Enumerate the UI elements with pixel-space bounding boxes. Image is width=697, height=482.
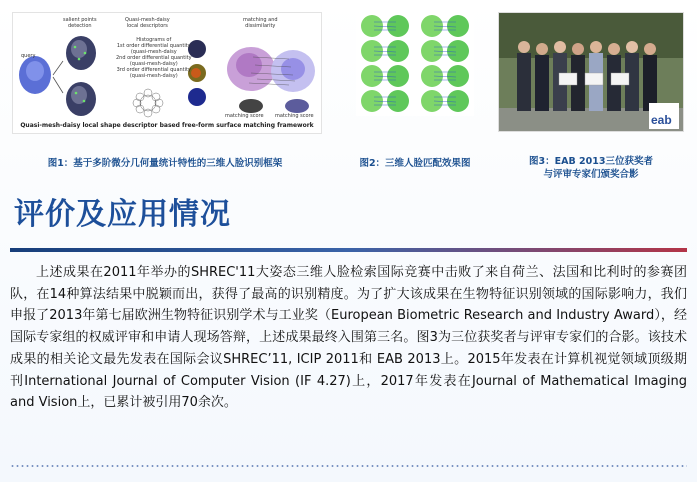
section-divider — [10, 248, 687, 252]
figure-1-framework-diagram — [12, 12, 322, 134]
figure-2-caption: 图2：三维人脸匹配效果图 — [359, 158, 471, 169]
figure-1-inner-caption: Quasi-mesh-daisy local shape descriptor based free-form surface matching framework — [20, 122, 314, 129]
figure-3-caption-line-2: 与评审专家们颁奖合影 — [543, 169, 639, 180]
label-matching-score-1: matching score — [225, 113, 264, 119]
label-qmd-local: Quasi-mesh-daisy local descriptors — [125, 17, 170, 29]
eab-logo: eab — [651, 113, 672, 127]
figure-2-face-matching-grid — [356, 14, 474, 116]
label-matching: matching and dissimilarity — [243, 17, 278, 29]
face-matching-illustration — [356, 14, 474, 116]
section-title: 评价及应用情况 — [14, 197, 231, 232]
figure-1-caption: 图1：基于多阶微分几何量统计特性的三维人脸识别框架 — [47, 158, 283, 169]
dotted-divider — [10, 465, 687, 467]
figure-3-award-photo — [498, 12, 684, 132]
label-histograms: Histograms of 1st order differential quantity (quasi-mesh-daisy 2nd order differential quantity (quasi-mesh-daisy) 3rd order differential quantity (quasi-mesh-daisy) — [116, 37, 192, 79]
label-matching-score-2: matching score — [275, 113, 314, 119]
section-body-paragraph: 上述成果在2011年举办的SHREC'11大姿态三维人脸检索国际竞赛中击败了来自荷兰、法国和比利时的参赛团队，在14种算法结果中脱颖而出，获得了最高的识别精度。为了扩大该成果在生物特征识别领域的国际影响力，我们申报了2013年第七届欧洲生物特征识别学术与工业奖（European Biometric Research and Industry Award），经国际专家组的权威评审和申请人现场答辩，上述成果最终入围第三名。图3为三位获奖者与评审专家们的合影。该技术成果的相关论文最先发表在国际会议SHREC’11, ICIP 2011和 EAB 2013上。2015年发表在计算机视觉领域顶级期刊International Journal of Computer Vision (IF 4.27)上，2017年发表在Journal of Mathematical Imaging and Vision上，已累计被引用70余次。 — [10, 265, 687, 411]
label-salient-points: salient points detection — [63, 17, 97, 29]
figure-3-caption — [498, 155, 684, 181]
figure-3-caption-line-1: 图3：EAB 2013三位获奖者 — [529, 156, 653, 167]
label-query: query — [21, 53, 36, 59]
